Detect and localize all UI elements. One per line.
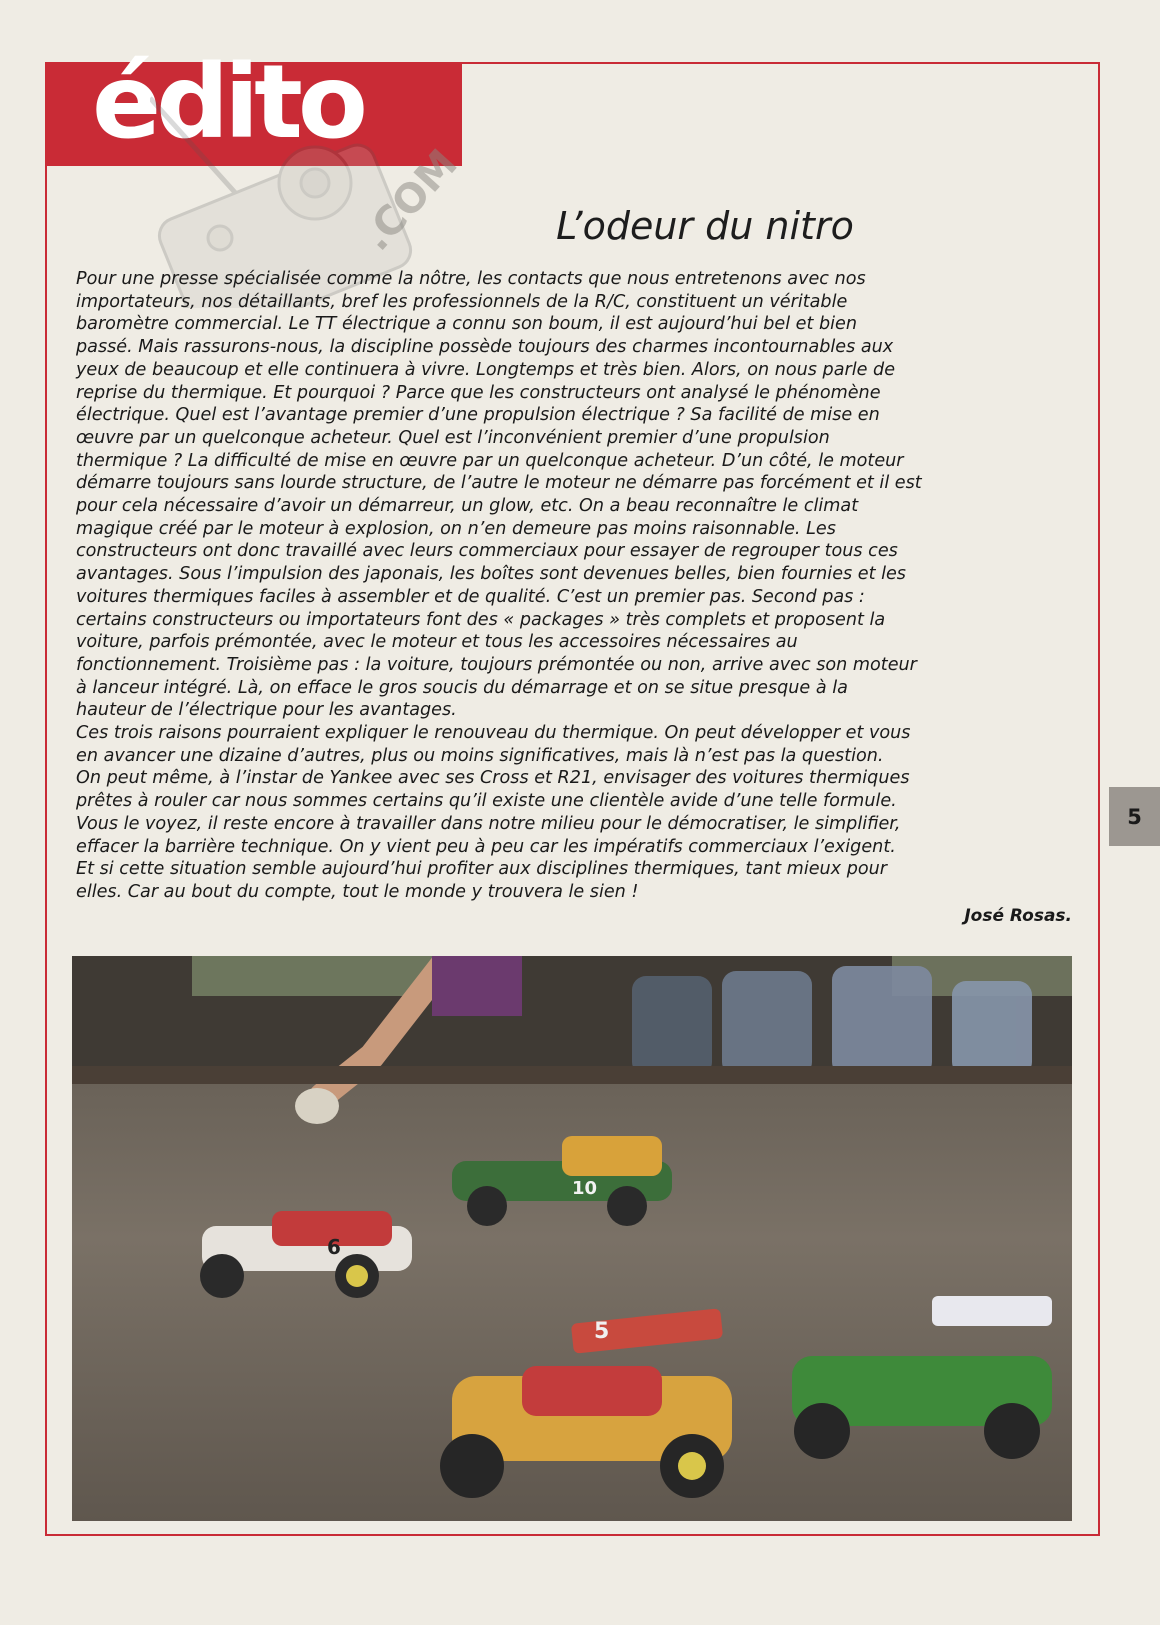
body-line: démarre toujours sans lourde structure, de l’autre le moteur ne démarre pas forcément et il est [76, 473, 922, 494]
body-line: constructeurs ont donc travaillé avec leurs commerciaux pour essayer de regrouper tous ces [76, 541, 898, 562]
author-signature: José Rosas. [964, 906, 1072, 926]
page-number: 5 [1127, 804, 1142, 829]
body-line: importateurs, nos détaillants, bref les professionnels de la R/C, constituent un véritable [76, 291, 848, 312]
body-line: Pour une presse spécialisée comme la nôtre, les contacts que nous entretenons avec nos [76, 269, 866, 289]
body-line: à lanceur intégré. Là, on efface le gros soucis du démarrage et on se situe presque à la [76, 677, 848, 698]
body-line: Vous le voyez, il reste encore à travailler dans notre milieu pour le démocratiser, le simplifier, [76, 813, 901, 834]
body-line: passé. Mais rassurons-nous, la discipline possède toujours des charmes incontournables aux [76, 337, 894, 358]
body-line: voitures thermiques faciles à assembler et de qualité. C’est un premier pas. Second pas : [76, 586, 865, 607]
body-line: électrique. Quel est l’avantage premier d’une propulsion électrique ? Sa facilité de mise en [76, 405, 880, 426]
body-line: elles. Car au bout du compte, tout le monde y trouvera le sien ! [76, 881, 639, 902]
body-line: On peut même, à l’instar de Yankee avec ses Cross et R21, envisager des voitures thermiques [76, 768, 910, 789]
car-number-5: 5 [594, 1319, 610, 1344]
body-line: fonctionnement. Troisième pas : la voiture, toujours prémontée ou non, arrive avec son moteur [76, 654, 917, 675]
body-line: certains constructeurs ou importateurs font des « packages » très complets et proposent la [76, 609, 886, 630]
body-line: œuvre par un quelconque acheteur. Quel est l’inconvénient premier d’une propulsion [76, 427, 830, 448]
body-line: prêtes à rouler car nous sommes certains qu’il existe une clientèle avide d’une telle formule. [76, 791, 897, 812]
body-line: voiture, parfois prémontée, avec le moteur et tous les accessoires nécessaires au [76, 632, 798, 653]
body-line: pour cela nécessaire d’avoir un démarreur, un glow, etc. On a beau reconnaître le climat [76, 496, 859, 517]
body-line: thermique ? La difficulté de mise en œuvre par un quelconque acheteur. D’un côté, le moteur [76, 450, 904, 471]
body-line: effacer la barrière technique. On y vient peu à peu car les impératifs commerciaux l’exigent. [76, 836, 896, 857]
body-line: hauteur de l’électrique pour les avantages. [76, 700, 457, 721]
body-line: yeux de beaucoup et elle continuera à vivre. Longtemps et très bien. Alors, on nous parle de [76, 359, 896, 380]
article-title: L’odeur du nitro [556, 204, 854, 248]
edito-title: édito [92, 43, 363, 162]
spectators [632, 966, 1032, 1076]
body-line: reprise du thermique. Et pourquoi ? Parce que les constructeurs ont analysé le phénomène [76, 382, 881, 403]
car-number-6: 6 [327, 1235, 341, 1259]
body-line: Ces trois raisons pourraient expliquer le renouveau du thermique. On peut développer et vous [76, 723, 911, 744]
race-photo-illustration [72, 956, 1072, 1521]
page-number-tab [1109, 787, 1160, 846]
article-body [76, 268, 1076, 904]
body-line: en avancer une dizaine d’autres, plus ou moins significatives, mais là n’est pas la question. [76, 745, 884, 766]
watermark-text: .COM [353, 140, 467, 260]
track-edge [72, 1066, 1072, 1084]
body-line: magique créé par le moteur à explosion, on n’en demeure pas moins raisonnable. Les [76, 518, 836, 539]
body-line: Et si cette situation semble aujourd’hui profiter aux disciplines thermiques, tant mieux pour [76, 859, 888, 880]
body-line: avantages. Sous l’impulsion des japonais, les boîtes sont devenues belles, bien fournies et les [76, 564, 906, 585]
body-line: baromètre commercial. Le TT électrique a connu son boum, il est aujourd’hui bel et bien [76, 314, 858, 335]
race-photo [72, 956, 1072, 1521]
car-number-10: 10 [572, 1178, 598, 1199]
